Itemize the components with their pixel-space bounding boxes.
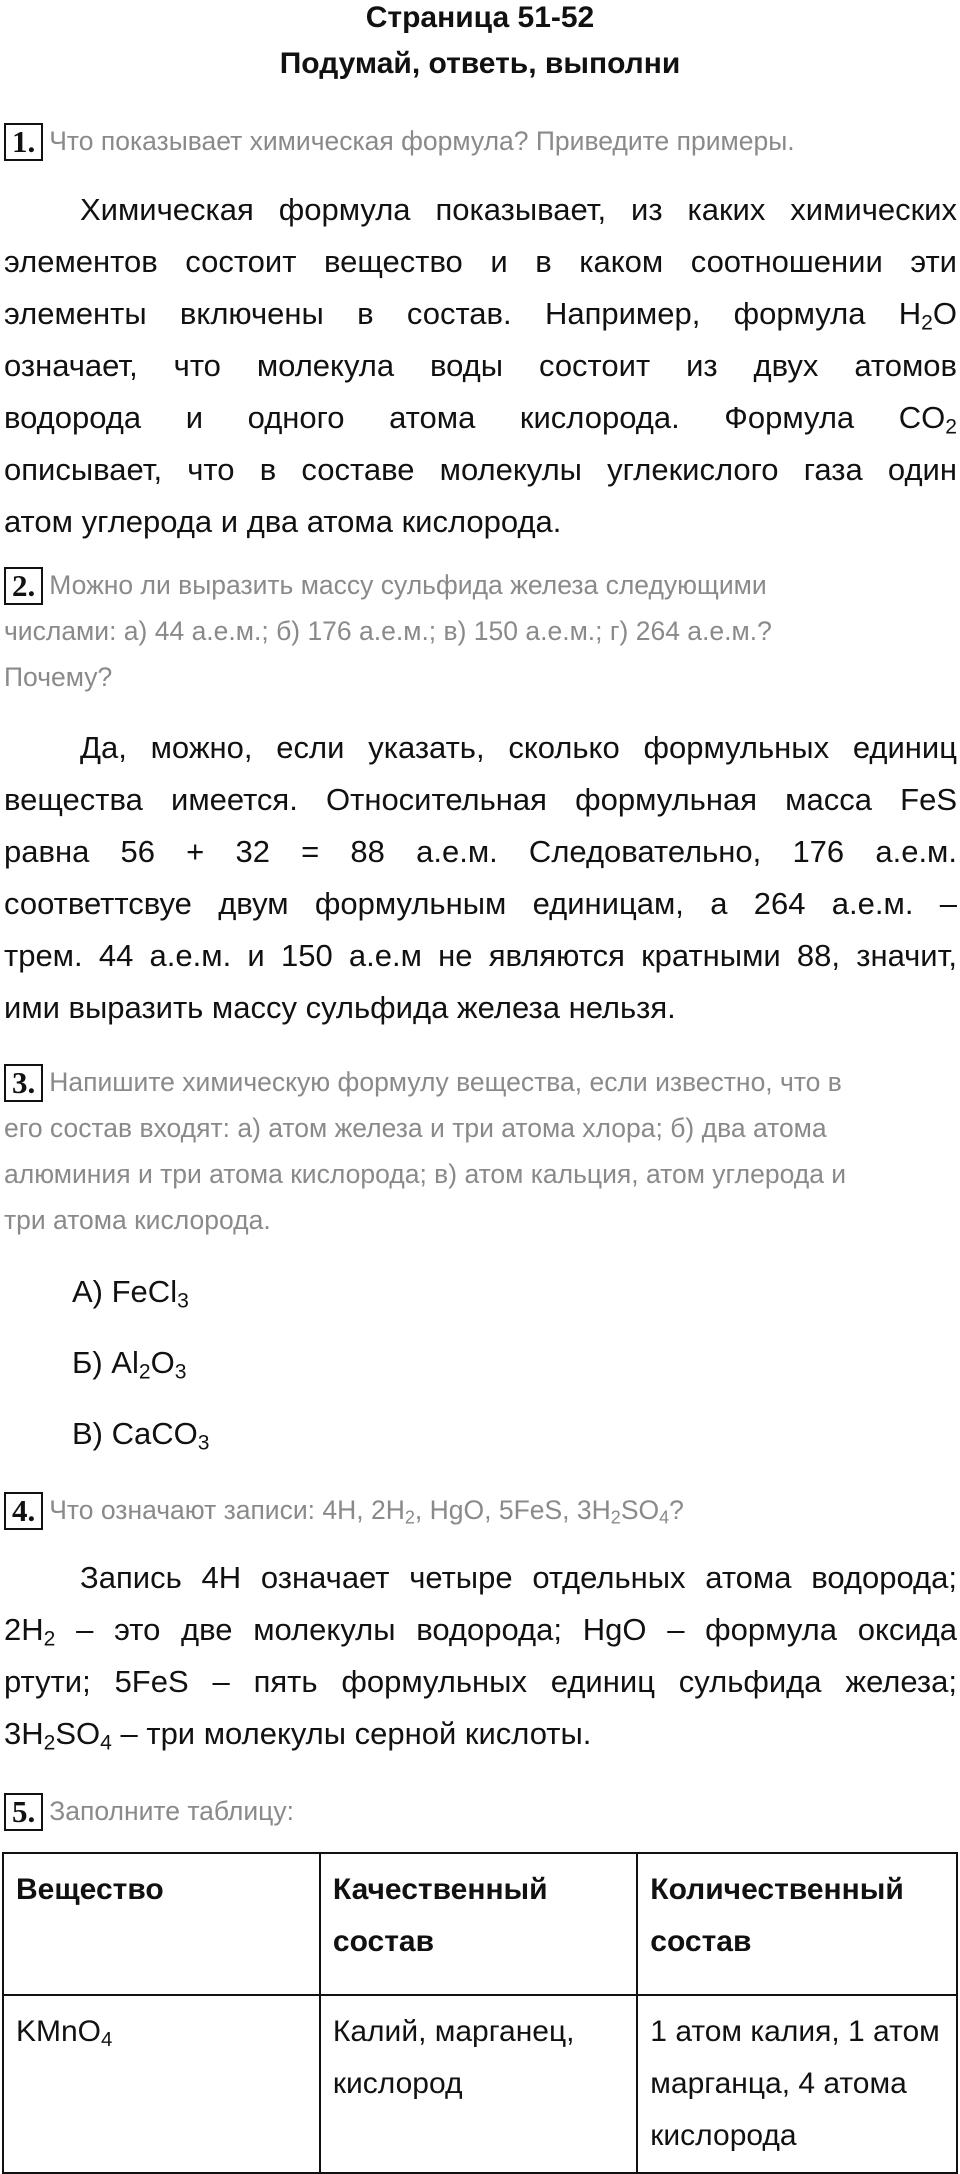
- answer-2-line: равна 56 + 32 = 88 а.е.м. Следовательно, 176 а.е.м.: [4, 834, 957, 869]
- question-5-line: [4, 1788, 956, 1834]
- question-2-line: [4, 562, 956, 608]
- question-4: [4, 1487, 956, 1533]
- question-2: [4, 562, 956, 700]
- question-3-line: его состав входят: а) атом железа и три атома хлора; б) два атома: [4, 1113, 827, 1143]
- answer-2: [4, 722, 957, 1034]
- table-row: [3, 1995, 957, 2173]
- answer-1-line: элементы включены в состав. Например, формула $H_2O$: [4, 296, 957, 335]
- answer-1-line: означает, что молекула воды состоит из двух атомов: [4, 348, 957, 383]
- question-2-line: Почему?: [4, 662, 113, 692]
- answer-4-line: $2H_2$ – это две молекулы водорода; HgO – формула оксида: [4, 1612, 957, 1651]
- table-cell: 1 атом калия, 1 атом марганца, 4 атома кислорода: [637, 1995, 957, 2173]
- answer-4-line: Запись 4H означает четыре отдельных атома водорода;: [80, 1560, 957, 1595]
- option-a: [72, 1272, 189, 1312]
- question-3-text: Напишите химическую формулу вещества, если известно, что в: [49, 1067, 842, 1097]
- table-header-cell: Качественный состав: [320, 1853, 637, 1995]
- question-1-line: [4, 118, 956, 164]
- answer-2-line: вещества имеется. Относительная формульная масса FeS: [4, 782, 957, 817]
- answer-1-line: описывает, что в составе молекулы углекислого газа один: [4, 452, 957, 487]
- question-1-text: Что показывает химическая формула? Приведите примеры.: [49, 126, 795, 156]
- question-number-5: 5.: [4, 1793, 43, 1831]
- question-number-1: 1.: [4, 123, 43, 161]
- question-number-3: 3.: [4, 1064, 43, 1102]
- table-header-cell: Вещество: [3, 1853, 320, 1995]
- question-2-text: Можно ли выразить массу сульфида железа следующими: [49, 570, 767, 600]
- question-5: [4, 1788, 956, 1834]
- question-3-line: [4, 1059, 956, 1105]
- answer-1-line: элементов состоит вещество и в каком соотношении эти: [4, 244, 957, 279]
- page-title: Страница 51-52: [365, 1, 595, 34]
- answer-1-line: водорода и одного атома кислорода. Формула $CO_2$: [4, 400, 957, 439]
- question-4-line: [4, 1487, 956, 1533]
- answer-2-line: трем. 44 а.е.м. и 150 а.е.м не являются кратными 88, значит,: [4, 938, 957, 973]
- question-2-line: числами: а) 44 а.е.м.; б) 176 а.е.м.; в) 150 а.е.м.; г) 264 а.е.м.?: [4, 616, 772, 646]
- answer-4-line: $3H_2SO_4$ – три молекулы серной кислоты.: [4, 1716, 592, 1755]
- answer-2-line: соответтсвуе двум формульным единицам, а 264 а.е.м. –: [4, 886, 957, 921]
- table-header-row: [3, 1853, 957, 1995]
- answer-1-line: Химическая формула показывает, из каких химических: [80, 192, 957, 227]
- question-3-line: алюминия и три атома кислорода; в) атом кальция, атом углерода и: [4, 1159, 847, 1189]
- question-4-text: Что означают записи: 4H, $2H_2$, HgO, 5FeS, $3H_2SO_4$?: [49, 1495, 684, 1528]
- table-header-cell: Количественный состав: [637, 1853, 957, 1995]
- answer-4: [4, 1552, 957, 1760]
- page-subtitle: Подумай, ответь, выполни: [279, 47, 681, 80]
- answer-1-line: атом углерода и два атома кислорода.: [4, 504, 562, 539]
- answer-2-line: ими выразить массу сульфида железа нельзя.: [4, 990, 676, 1025]
- question-5-text: Заполните таблицу:: [49, 1796, 294, 1826]
- table-cell: Калий, марганец, кислород: [320, 1995, 637, 2173]
- answer-1: [4, 184, 957, 548]
- option-formula: FeCl$_3$: [111, 1274, 189, 1313]
- option-b: [72, 1343, 186, 1383]
- option-prefix: Б): [72, 1345, 112, 1380]
- option-formula: CaCO$_3$: [111, 1416, 210, 1455]
- option-prefix: В): [72, 1416, 112, 1451]
- question-3: [4, 1059, 956, 1243]
- answer-4-line: ртути; 5FeS – пять формульных единиц сульфида железа;: [4, 1664, 957, 1699]
- option-formula: $Al_2O_3$: [111, 1345, 187, 1384]
- composition-table: [2, 1852, 958, 2174]
- question-number-4: 4.: [4, 1492, 43, 1530]
- option-c: [72, 1414, 210, 1454]
- question-1: [4, 118, 956, 164]
- question-number-2: 2.: [4, 567, 43, 605]
- answer-2-line: Да, можно, если указать, сколько формульных единиц: [80, 730, 957, 765]
- option-prefix: А): [72, 1274, 112, 1309]
- question-3-line: три атома кислорода.: [4, 1205, 271, 1235]
- table-cell: KMnO$_4$: [3, 1995, 320, 2173]
